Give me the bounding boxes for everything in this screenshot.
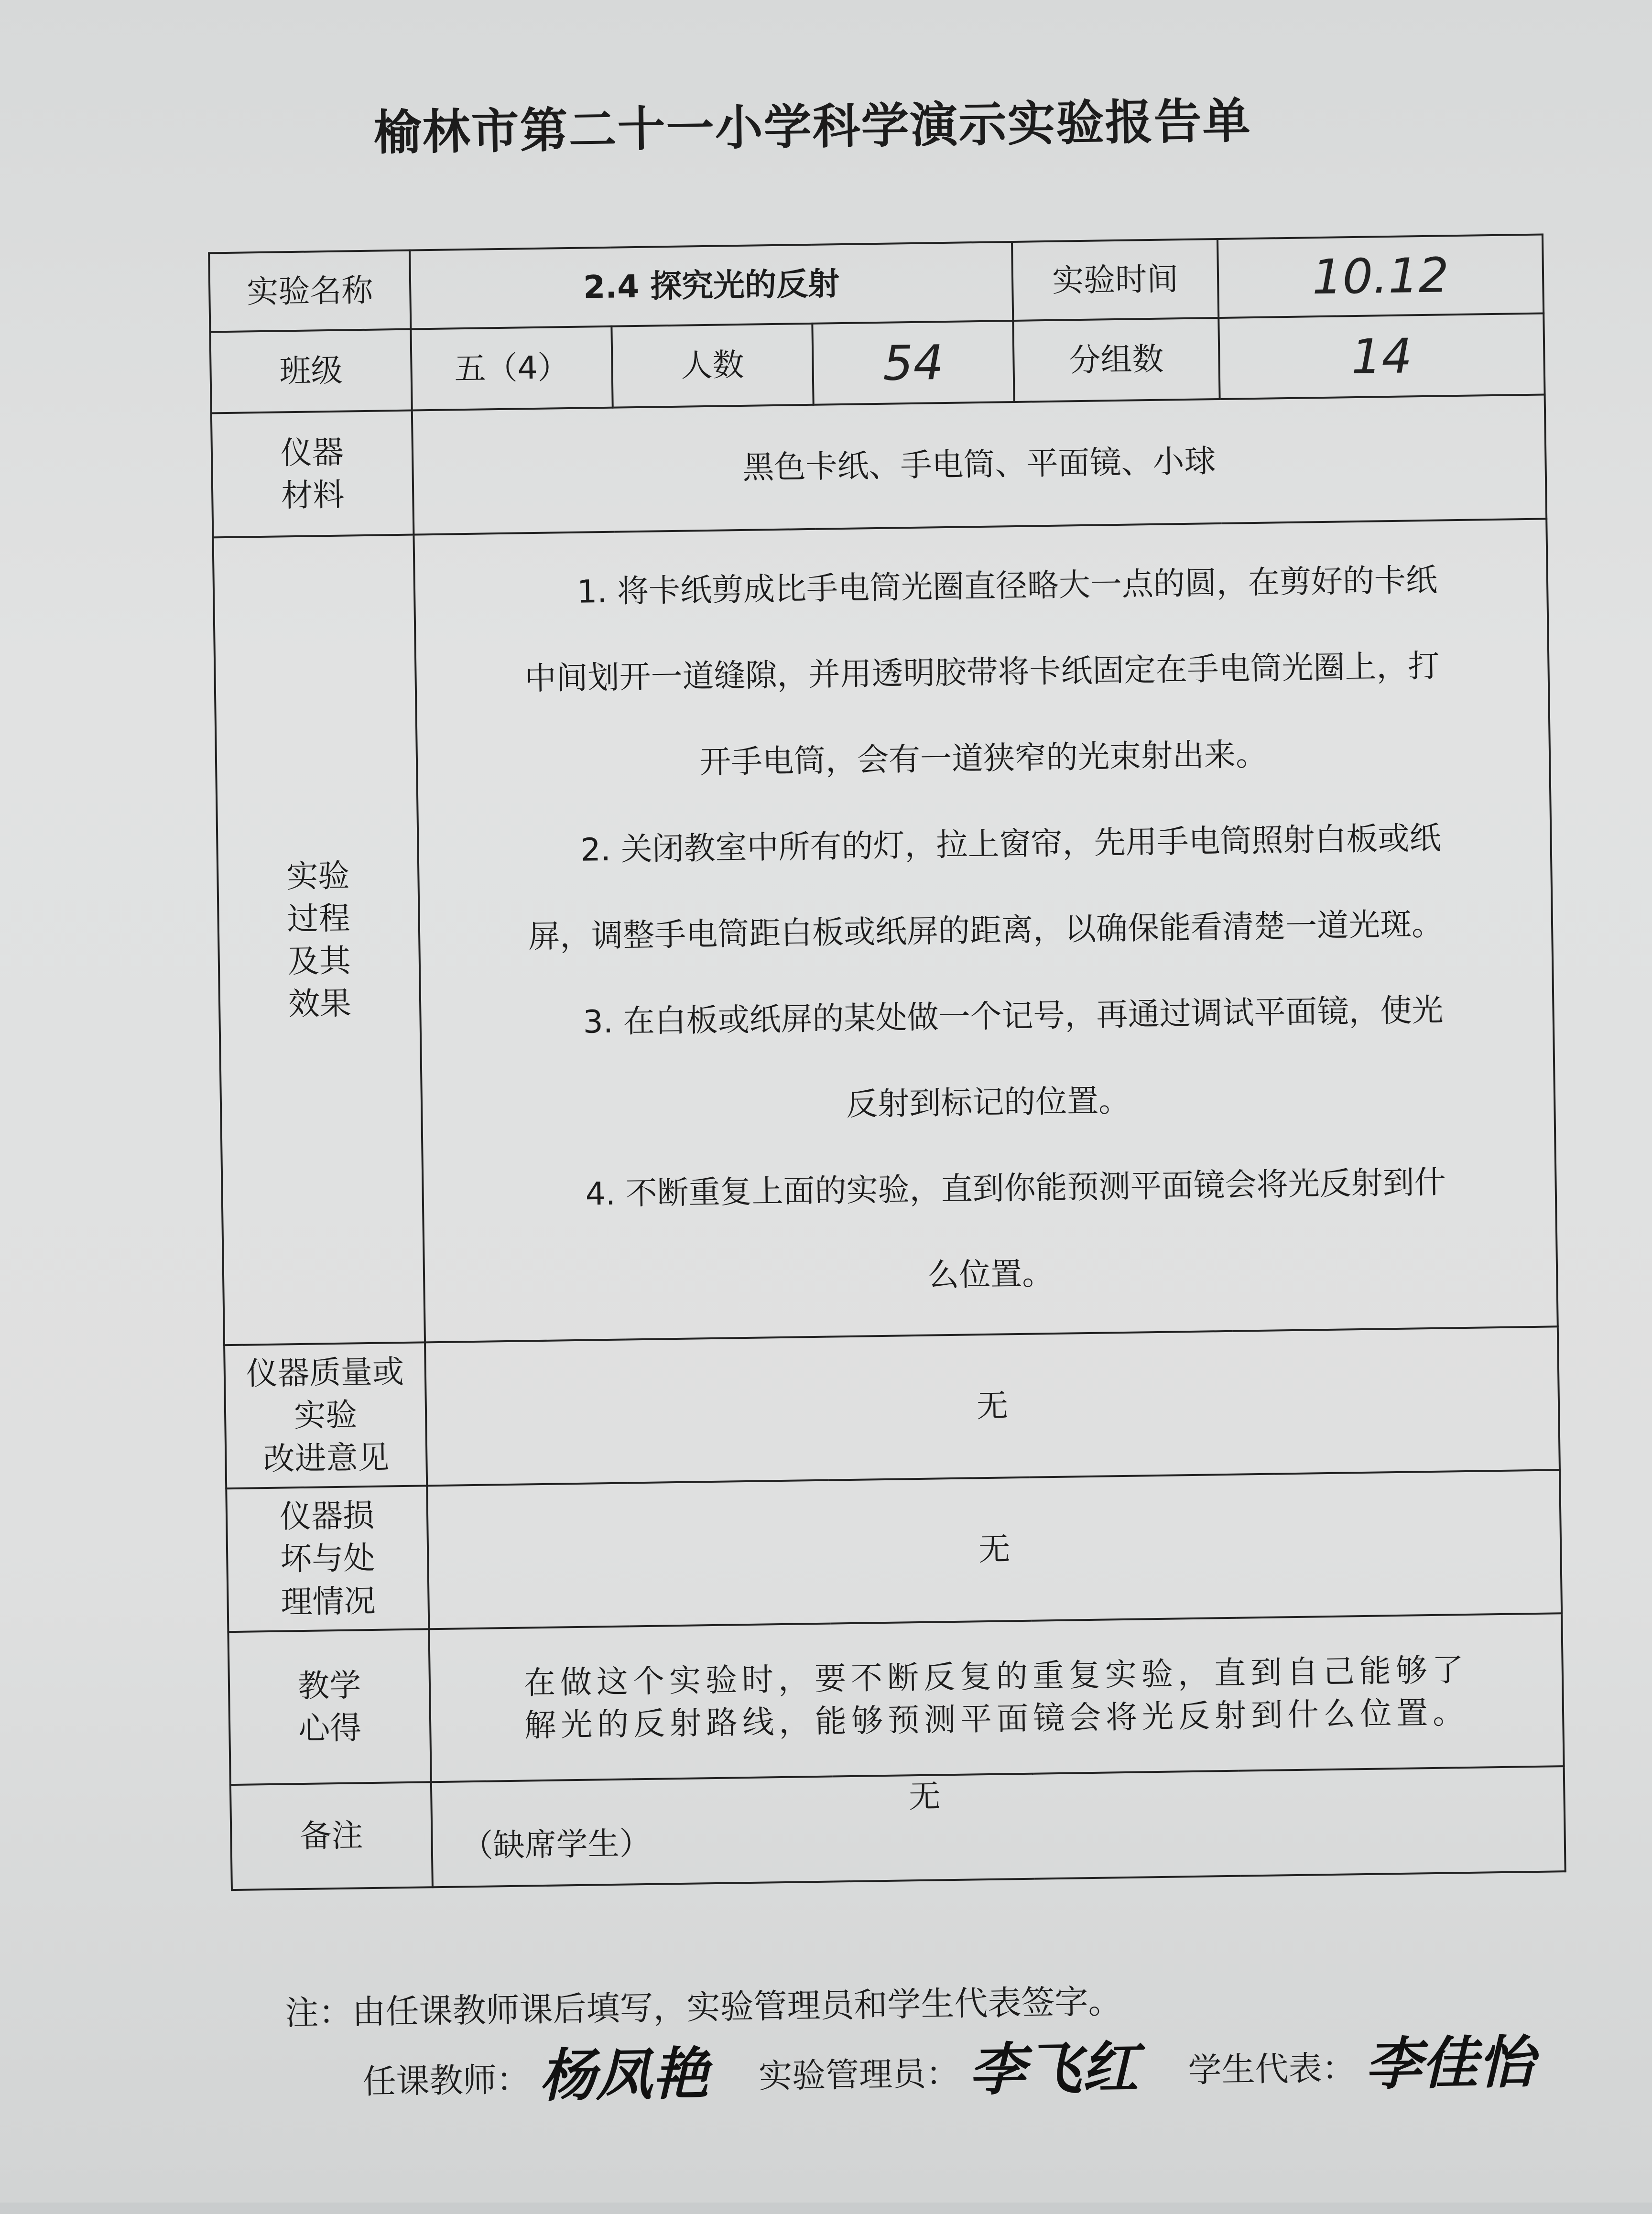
row-materials	[211, 394, 1546, 537]
materials-label: 仪器 材料	[211, 411, 414, 538]
people-count-label: 人数	[611, 324, 813, 408]
footer-note: 注：由任课教师课后填写，实验管理员和学生代表签字。	[285, 1982, 1122, 2033]
class-value: 五（4）	[411, 326, 612, 411]
teaching-label: 教学 心得	[228, 1629, 431, 1785]
remark-label: 备注	[230, 1782, 433, 1890]
row-teaching	[228, 1613, 1564, 1785]
experiment-name-value: 2.4 探究光的反射	[410, 242, 1013, 329]
page-title: 榆林市第二十一小学科学演示实验报告单	[373, 92, 1252, 161]
row-remark	[230, 1766, 1565, 1890]
experiment-time-value: 10.12	[1217, 235, 1543, 318]
step-3: 3. 在白板或纸屏的某处做一个记号，再通过调试平面镜，使光	[583, 991, 1444, 1041]
step-4-line-2: 么位置。	[927, 1255, 1054, 1294]
damage-value: 无	[427, 1470, 1562, 1629]
remark-value	[431, 1766, 1565, 1887]
student-signature: 李佳怡	[1364, 2029, 1535, 2098]
admin-signature: 李飞红	[968, 2034, 1139, 2103]
class-label: 班级	[210, 329, 412, 413]
step-2: 2. 关闭教室中所有的灯，拉上窗帘，先用手电筒照射白板或纸	[580, 819, 1441, 868]
group-count-label: 分组数	[1013, 318, 1219, 402]
people-count-value: 54	[812, 321, 1014, 405]
quality-value: 无	[425, 1326, 1560, 1486]
admin-label: 实验管理员：	[758, 2053, 960, 2096]
quality-label: 仪器质量或 实验 改进意见	[224, 1342, 427, 1488]
damage-label: 仪器损 坏与处 理情况	[226, 1486, 429, 1632]
teaching-reflection: 在做这个实验时，要不断反复的重复实验，直到自己能够了 解光的反射路线，能够预测平面镜会将光反射到什么位置。	[429, 1613, 1564, 1782]
signature-line	[362, 2017, 1534, 2114]
materials-value: 黑色卡纸、手电筒、平面镜、小球	[412, 394, 1546, 534]
remark-handwritten-value: 无	[908, 1778, 941, 1815]
remark-printed-text: （缺席学生）	[461, 1825, 652, 1865]
row-process	[213, 519, 1557, 1345]
process-label: 实验 过程 及其 效果	[213, 535, 425, 1346]
step-1-line-2: 中间划开一道缝隙，并用透明胶带将卡纸固定在手电筒光圈上，打	[524, 647, 1440, 697]
report-table	[208, 233, 1566, 1891]
row-damage	[226, 1470, 1562, 1632]
step-4: 4. 不断重复上面的实验，直到你能预测平面镜会将光反射到什	[585, 1163, 1446, 1213]
group-count-value: 14	[1218, 313, 1544, 399]
step-1-line-3: 开手电筒，会有一道狭窄的光束射出来。	[699, 736, 1268, 781]
teacher-signature: 杨凤艳	[539, 2040, 709, 2109]
process-steps	[413, 519, 1557, 1342]
student-label: 学生代表：	[1187, 2048, 1356, 2090]
step-2-line-2: 屏，调整手电筒距白板或纸屏的距离，以确保能看清楚一道光斑。	[528, 905, 1444, 955]
experiment-time-label: 实验时间	[1012, 239, 1218, 321]
teacher-label: 任课教师：	[362, 2060, 531, 2102]
row-quality	[224, 1326, 1560, 1488]
experiment-name-label: 实验名称	[209, 250, 411, 332]
step-3-line-2: 反射到标记的位置。	[846, 1082, 1130, 1123]
step-1: 1. 将卡纸剪成比手电筒光圈直径略大一点的圆，在剪好的卡纸	[576, 561, 1438, 610]
